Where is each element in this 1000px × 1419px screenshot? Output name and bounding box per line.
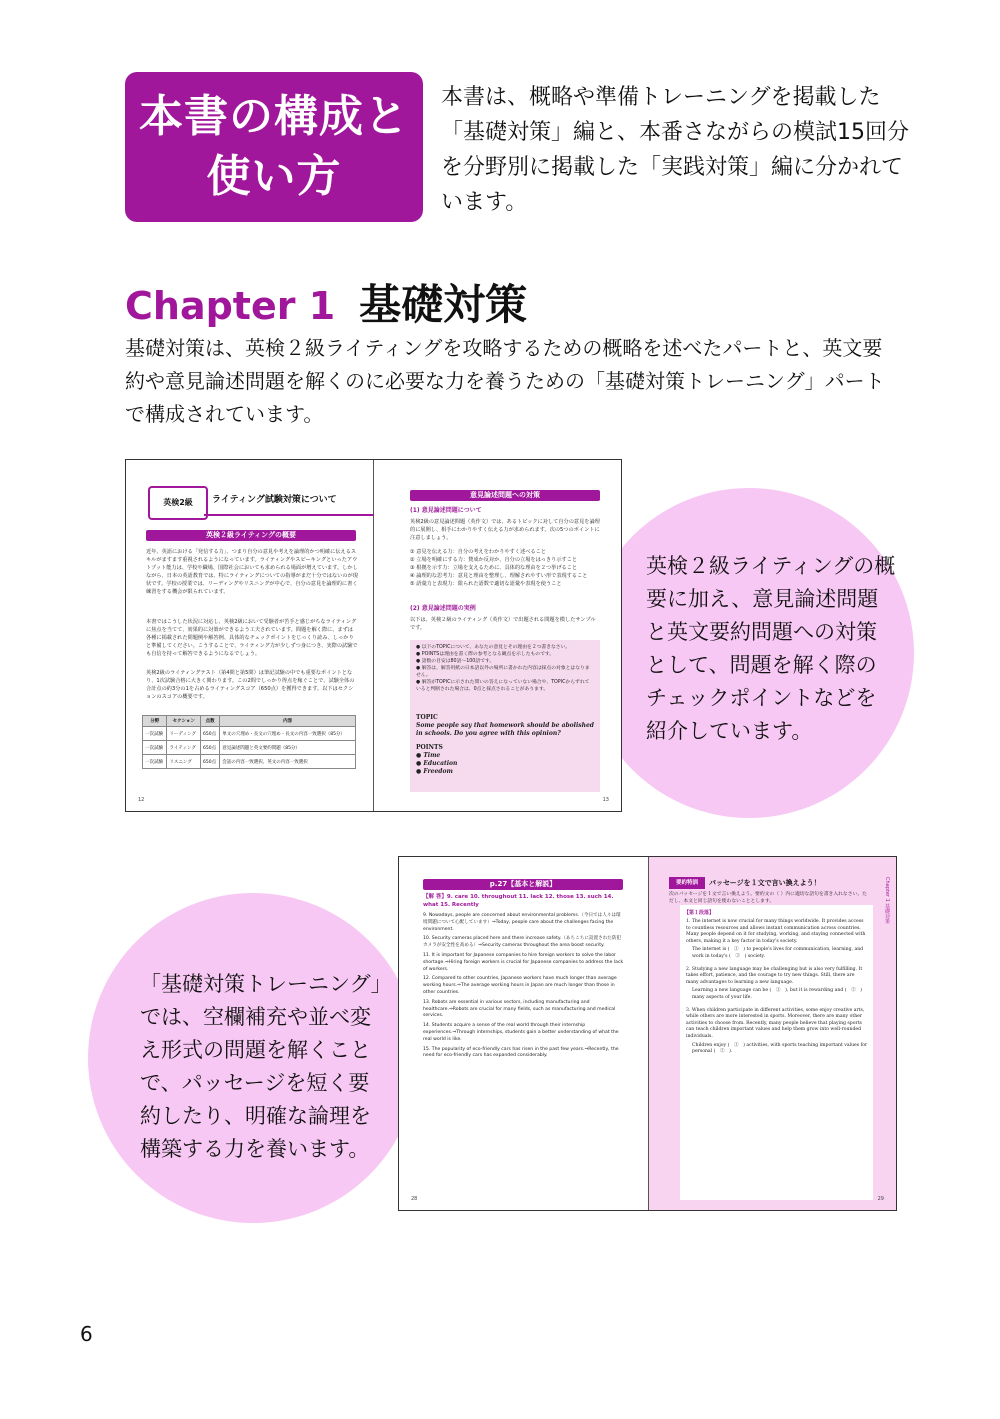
table-header: 分野 bbox=[143, 716, 167, 727]
table-cell: リーディング bbox=[167, 727, 201, 741]
table-header: セクション bbox=[167, 716, 201, 727]
points-keywords bbox=[416, 752, 594, 776]
answer-key: 【解 答】9. care 10. throughout 11. lack 12. those 13. such 14. what 15. Recently bbox=[423, 894, 614, 908]
table-cell: リスニング bbox=[167, 755, 201, 769]
summary-title: パッセージを１文で言い換えよう！ bbox=[709, 879, 821, 887]
table-cell: 650点 bbox=[200, 727, 219, 741]
table-cell: 一次試験 bbox=[143, 755, 167, 769]
summary-badge: 要約特訓 bbox=[669, 877, 705, 889]
chapter-description: 基礎対策は、英検２級ライティングを攻略するための概略を述べたパートと、英文要約や意見論述問題を解くのに必要な力を養うための「基礎対策トレーニング」パートで構成されています。 bbox=[125, 336, 885, 426]
topic-text: Some people say that homework should be abolished in schools. Do you agree with this opinion? bbox=[416, 722, 594, 737]
list-item: 10. Security cameras placed here and there increase safety.（あちこちに設置された防犯カメラが安全性を高める）⇒Security cameras throughout the area boost security. bbox=[423, 936, 622, 949]
list-item: ● Time bbox=[416, 752, 441, 759]
page-number-left: 28 bbox=[411, 1196, 418, 1202]
grade-badge: 英検2級 bbox=[148, 486, 208, 520]
list-item: 14. Students acquire a sense of the real world through their internship experiences.⇒Through internships, students gain a better understanding of what the real world is like. bbox=[423, 1023, 619, 1042]
spread-gutter bbox=[373, 460, 374, 811]
list-item: ● Education bbox=[416, 760, 458, 767]
opinion-banner: 意見論述問題への対策 bbox=[410, 490, 600, 501]
table-header-row bbox=[143, 716, 356, 727]
summary-item: Learning a new language can be ( ① ), but it is rewarding and ( ② ) many aspects of your life. bbox=[692, 988, 863, 1000]
section-label: 【第１段落】 bbox=[684, 910, 715, 916]
table-cell: 650点 bbox=[200, 755, 219, 769]
sample-spread-1 bbox=[125, 459, 622, 812]
list-item: 11. It is important for Japanese companies to hire foreign workers to solve the labor shortage.⇒Hiring foreign workers is crucial for Japanese companies to address the lack of workers. bbox=[423, 952, 624, 972]
chapter-title: 基礎対策 bbox=[359, 280, 528, 329]
callout-text-2: 「基礎対策トレーニング」では、空欄補充や並べ変え形式の問題を解くことで、パッセージを短く要約したり、明確な論理を構築する力を養います。 bbox=[140, 972, 382, 1161]
chapter-heading bbox=[125, 272, 527, 332]
table-cell: 単文の穴埋め・長文の穴埋め・長文の内容一致選択（85分） bbox=[220, 727, 356, 741]
list-item: 15. The popularity of eco-friendly cars has risen in the past few years.⇒Recently, the need for eco-friendly cars has expanded considerably. bbox=[423, 1046, 619, 1059]
score-table bbox=[142, 715, 356, 769]
list-item: ③ 根拠を示す力：立場を支えるために、具体的な理由を２つ挙げること bbox=[410, 565, 578, 571]
table-cell: 650点 bbox=[200, 741, 219, 755]
overview-para-2: 本書ではこうした状況に対応し、英検2級において受験者が苦手と感じがちなライティングに焦点を当てて、効果的に対策ができるよう工夫されています。問題を解く際に、まずは各種に掲載された問題例や解答例、具体的なチェックポイントをじっくり読み、しっかりと準備してください。こうすることで、ライティング力が少しずつ身につき、実際の試験でも自信を持って解答できるようになるでしょう。 bbox=[146, 619, 358, 657]
topic-label: TOPIC bbox=[416, 714, 438, 721]
table-header: 点数 bbox=[200, 716, 219, 727]
list-item: ④ 論理的な思考力：意見と理由を整理し、理解されやすい形で表現すること bbox=[410, 573, 588, 579]
table-row bbox=[143, 755, 356, 769]
opinion-heading-1: (1) 意見論述問題について bbox=[410, 507, 482, 514]
summary-item: Children enjoy ( ① ) activities, with sports teaching important values for personal ( ② ). bbox=[692, 1042, 868, 1055]
table-cell: 会話の内容一致選択、英文の内容一致選択 bbox=[220, 755, 356, 769]
list-item: ● 以下のTOPICについて、あなたの意見とその理由を２つ書きなさい。 bbox=[416, 645, 571, 650]
table-row bbox=[143, 727, 356, 741]
list-item: ⑤ 語彙力と表現力：限られた語数で適切な語彙や表現を使うこと bbox=[410, 581, 562, 587]
list-item: ● POINTSは理由を書く際の参考となる観点を示したものです。 bbox=[416, 652, 555, 657]
list-item: ● 語数の目安は80語～100語です。 bbox=[416, 659, 495, 664]
opinion-heading-2: (2) 意見論述問題の実例 bbox=[410, 605, 476, 612]
passage-item: 2. Studying a new language may be challenging but is also very fulfilling. It takes effort, patience, and the courage to try new things. Still, there are many advantages to learning a new language. bbox=[686, 966, 863, 985]
page-number-right: 13 bbox=[602, 797, 609, 803]
overview-para-1: 近年、英語における「発信する力」、つまり自分の意見や考えを論理的かつ明確に伝えるスキルがますます重視されるようになっています。ライティングやスピーキングといったアウトプット能力は、学校や職場、国際社会においても求められる場面が増えています。しかしながら、日本の英語教育では、特にライティングについての指導がまだ十分ではないのが現状です。学校の授業では、リーディングやリスニングが中心で、自分の意見を論理的に書く練習をする機会が限られています。 bbox=[146, 549, 358, 595]
list-item: 13. Robots are essential in various sectors, including manufacturing and healthcare.⇒Robots are crucial for many fields, such as manufacturing and medical services. bbox=[423, 999, 616, 1019]
table-row bbox=[143, 741, 356, 755]
sample-spread-2 bbox=[398, 856, 897, 1211]
passage-panel bbox=[680, 905, 873, 1200]
table-header: 内容 bbox=[220, 716, 356, 727]
chapter-label: Chapter 1 bbox=[125, 284, 336, 328]
opinion-para-2: 以下は、英検２級のライティング（英作文）で出題される問題を模したサンプルです。 bbox=[410, 617, 596, 631]
title-underline bbox=[204, 514, 374, 516]
page-number-left: 12 bbox=[138, 797, 145, 803]
page-number: 6 bbox=[80, 1322, 93, 1346]
list-item: ● 解答がTOPICに示された問いの答えになっていない場合や、TOPICからずれていると判断された場合は、0点と採点されることがあります。 bbox=[416, 680, 590, 692]
page-number-right: 29 bbox=[877, 1196, 884, 1202]
list-item: 9. Nowadays, people are concerned about environmental problems.（今日では人々は環境問題について心配しています）⇒Today, people care about the challenges facing the environment. bbox=[423, 913, 621, 932]
instructions bbox=[416, 644, 594, 693]
points-list bbox=[410, 548, 600, 588]
points-label: POINTS bbox=[416, 744, 443, 751]
answer-explanations bbox=[423, 913, 625, 1063]
passage-item: 3. When children participate in different activities, some enjoy creative arts, while others are more interested in sports. Moreover, there are many other activities to choose from. Recently, many people believe that playing sports can teach children important values and help them grow into well-rounded individuals. bbox=[686, 1007, 865, 1039]
sample-question-box bbox=[410, 640, 600, 792]
title-line-1: 本書の構成と bbox=[139, 91, 409, 142]
list-item: 12. Compared to other countries, Japanese workers have much longer than average working hours.⇒The average working hours in Japan are much longer than those in other countries. bbox=[423, 976, 617, 995]
side-tab: Chapter 1 基礎対策 bbox=[884, 877, 890, 924]
table-cell: 一次試験 bbox=[143, 727, 167, 741]
passage-item: 1. The internet is now crucial for many things worldwide. It provides access to countless resources and allows instant communication across countries. Many people depend on it for studying, working, and staying connected with others, making it a key factor in today's society. bbox=[686, 919, 866, 944]
list-item: ② 立場を明確にする力：賛成か反対か、自分の立場をはっきり示すこと bbox=[410, 557, 578, 563]
table-cell: 意見論述問題と英文要約問題（85分） bbox=[220, 741, 356, 755]
table-cell: 一次試験 bbox=[143, 741, 167, 755]
overview-banner: 英検２級ライティングの概要 bbox=[146, 530, 356, 541]
intro-text: 本書は、概略や準備トレーニングを掲載した「基礎対策」編と、本番さながらの模試15回分を分野別に掲載した「実践対策」編に分かれています。 bbox=[441, 85, 909, 215]
list-item: ● Freedom bbox=[416, 768, 453, 775]
spread-gutter bbox=[648, 857, 649, 1210]
overview-para-3: 英検2級のライティングテスト（第4問と第5問）は筆記試験の中でも重要なポイントとなり、1次試験合格に大きく関わります。この2問でしっかり得点を稼ぐことで、試験全体の合計点の約3分の1を占めるライティングスコア（650点）を獲得できます。以下はセクションのスコアの概要です。 bbox=[146, 670, 355, 700]
table-cell: ライティング bbox=[167, 741, 201, 755]
summary-instruction: 次のパッセージを１文で言い換えよう。要約文の（ ）内に適切な語句を書き入れなさい。ただし、本文と同じ語句を使わないこととします。 bbox=[669, 892, 867, 904]
title-line-2: 使い方 bbox=[206, 151, 342, 202]
callout-text-1: 英検２級ライティングの概要に加え、意見論述問題と英文要約問題への対策として、問題を解く際のチェックポイントなどを紹介しています。 bbox=[646, 554, 896, 743]
list-item: ① 意見を伝える力：自分の考えをわかりやすく述べること bbox=[410, 549, 546, 555]
list-item: ● 解答は、解答用紙の日本語以外の場所に書かれた内容は採点の対象とはなりません。 bbox=[416, 666, 590, 678]
left-page-header bbox=[148, 482, 366, 516]
title-box bbox=[125, 72, 423, 222]
left-page-title: ライティング試験対策について bbox=[212, 495, 337, 505]
summary-item: The internet is ( ① ) to people's lives for communication, learning, and work in today's ( ② ) society. bbox=[692, 947, 864, 959]
answers-banner: p.27【基本と解説】 bbox=[423, 879, 623, 890]
opinion-para-1: 英検2級の意見論述問題（英作文）では、あるトピックに対して自分の意見を論理的に展開し、相手にわかりやすく伝える力が求められます。次の5つのポイントに注意しましょう。 bbox=[410, 519, 600, 541]
passages bbox=[686, 919, 868, 1056]
